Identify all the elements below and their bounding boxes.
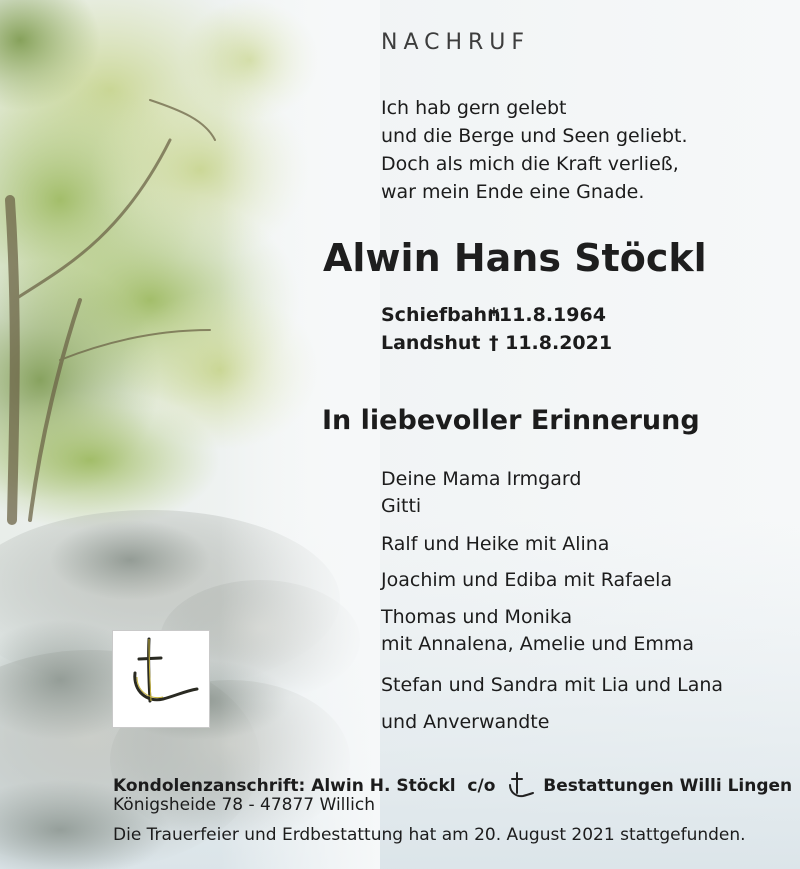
notice-heading: NACHRUF xyxy=(381,30,531,55)
family-line: Joachim und Ediba mit Rafaela xyxy=(381,569,673,591)
poem-line: war mein Ende eine Gnade. xyxy=(381,181,645,203)
family-group xyxy=(381,672,723,699)
birth-line xyxy=(381,304,606,326)
poem-line: und die Berge und Seen geliebt. xyxy=(381,125,688,147)
family-group xyxy=(381,567,672,594)
deceased-name: Alwin Hans Stöckl xyxy=(323,236,707,280)
family-group xyxy=(381,604,694,658)
family-group xyxy=(381,531,609,558)
funeral-home-name: Bestattungen Willi Lingen xyxy=(543,776,793,796)
condolence-label: Kondolenzanschrift: xyxy=(113,776,306,796)
death-line xyxy=(381,332,612,354)
death-place: Landshut xyxy=(381,332,481,354)
ceremony-note: Die Trauerfeier und Erdbestattung hat am 20. August 2021 stattgefunden. xyxy=(113,825,746,845)
family-group xyxy=(381,709,549,736)
contact-name: Alwin H. Stöckl c/o xyxy=(311,776,496,796)
family-line: Ralf und Heike mit Alina xyxy=(381,533,610,555)
family-line: und Anverwandte xyxy=(381,711,550,733)
poem-line: Doch als mich die Kraft verließ, xyxy=(381,153,679,175)
poem-line: Ich hab gern gelebt xyxy=(381,97,567,119)
funeral-home-address: Königsheide 78 - 47877 Willich xyxy=(113,795,375,815)
family-line: Gitti xyxy=(381,495,422,517)
family-line: mit Annalena, Amelie und Emma xyxy=(381,633,695,655)
memory-heading: In liebevoller Erinnerung xyxy=(322,405,700,436)
birth-date: *11.8.1964 xyxy=(489,304,606,326)
cross-anchor-icon xyxy=(505,771,535,801)
poem xyxy=(381,94,688,206)
birth-place: Schiefbahn xyxy=(381,304,501,326)
family-line: Deine Mama Irmgard xyxy=(381,468,582,490)
funeral-home-emblem xyxy=(113,631,209,727)
family-group xyxy=(381,466,581,520)
cross-anchor-icon xyxy=(113,631,209,727)
family-line: Stefan und Sandra mit Lia und Lana xyxy=(381,674,724,696)
death-date: † 11.8.2021 xyxy=(489,332,613,354)
family-line: Thomas und Monika xyxy=(381,606,573,628)
